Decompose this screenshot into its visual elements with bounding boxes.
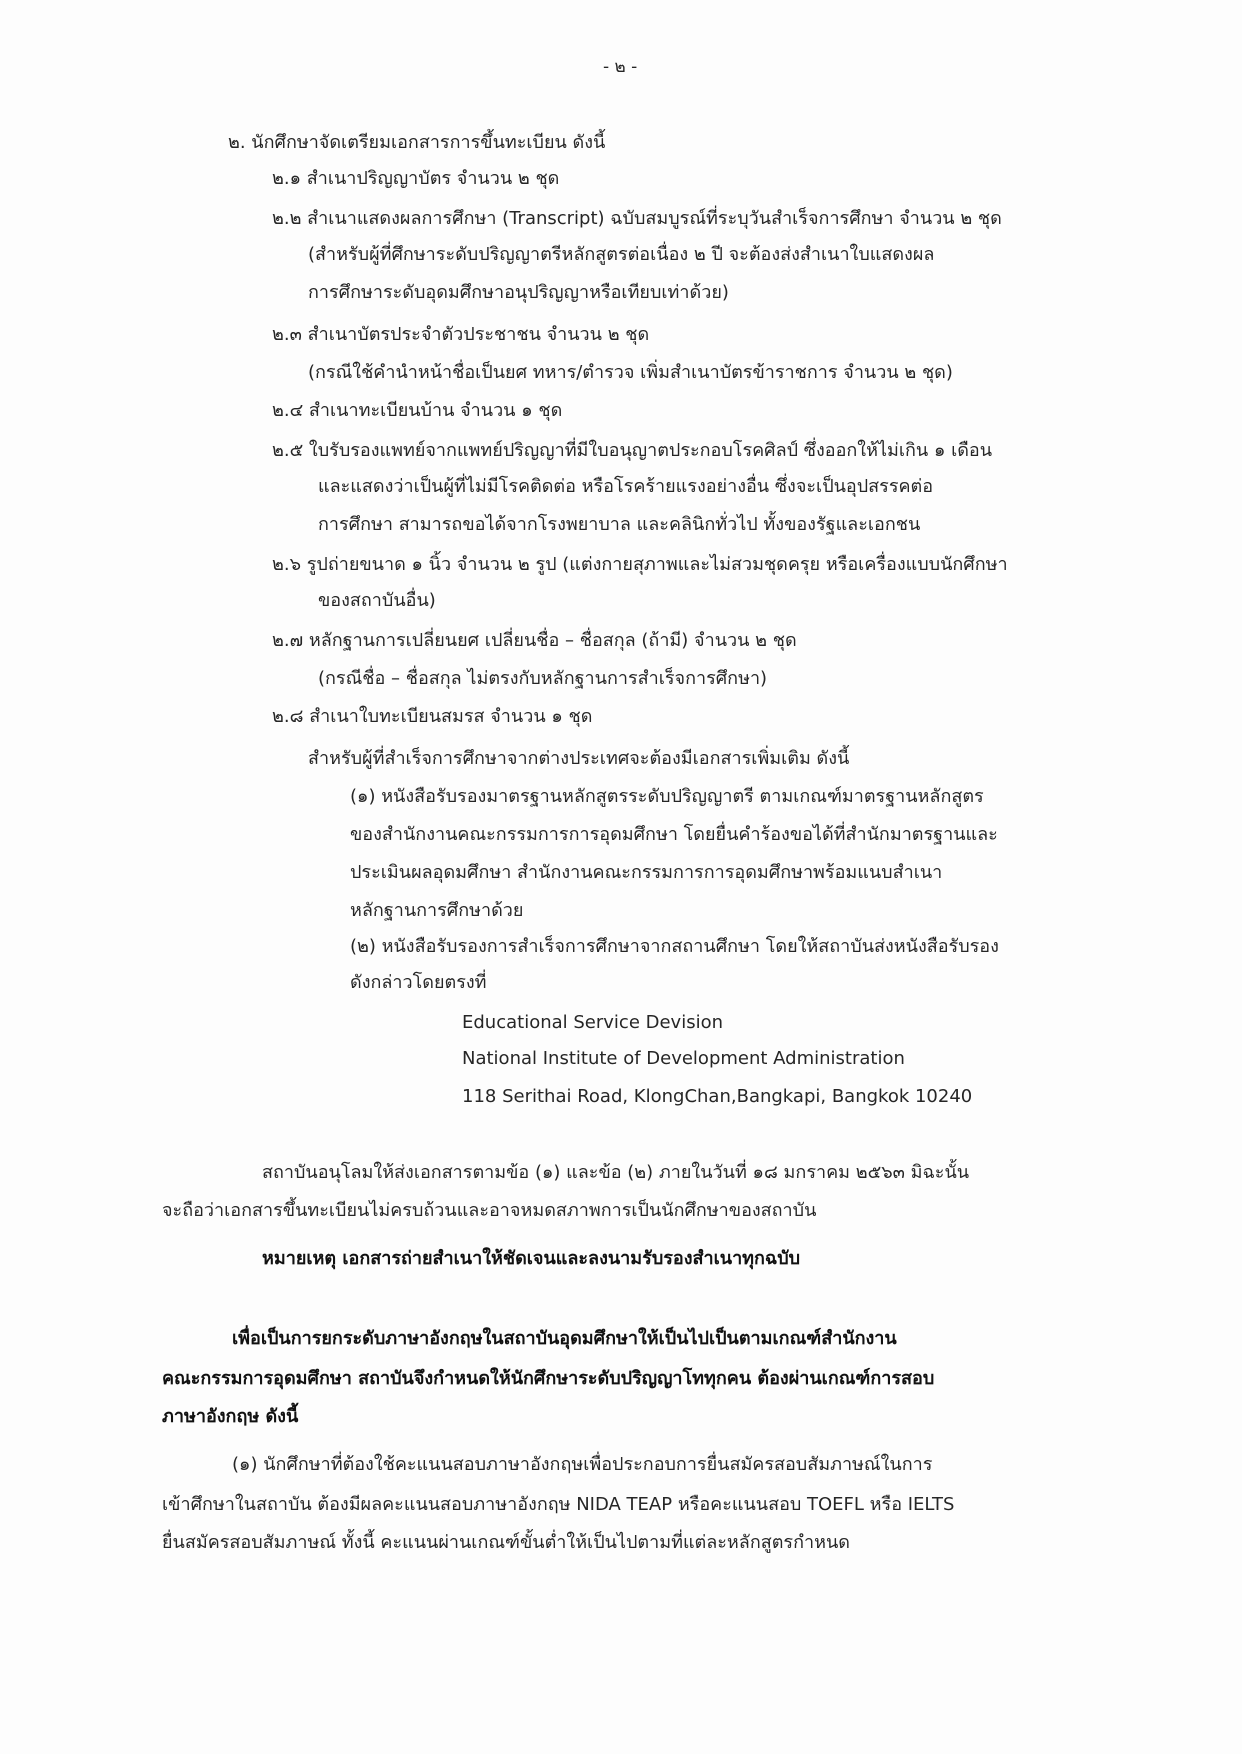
item-2-7-note: (กรณีชื่อ – ชื่อสกุล ไม่ตรงกับหลักฐานการสำเร็จการศึกษา) <box>318 668 768 689</box>
item-2-3-note: (กรณีใช้คำนำหน้าชื่อเป็นยศ ทหาร/ตำรวจ เพิ่มสำเนาบัตรข้าราชการ จำนวน ๒ ชุด) <box>308 362 953 383</box>
deadline-line1: สถาบันอนุโลมให้ส่งเอกสารตามข้อ (๑) และข้อ (๒) ภายในวันที่ ๑๘ มกราคม ๒๕๖๓ มิฉะนั้น <box>262 1162 970 1183</box>
english-item-1-line2: เข้าศึกษาในสถาบัน ต้องมีผลคะแนนสอบภาษาอังกฤษ NIDA TEAP หรือคะแนนสอบ TOEFL หรือ IELTS <box>162 1494 955 1515</box>
item-2-8: ๒.๘ สำเนาใบทะเบียนสมรส จำนวน ๑ ชุด <box>272 706 593 727</box>
item-2-6-line2: ของสถาบันอื่น) <box>318 590 436 611</box>
foreign-item-1-line4: หลักฐานการศึกษาด้วย <box>350 900 524 921</box>
foreign-item-2-line1: (๒) หนังสือรับรองการสำเร็จการศึกษาจากสถานศึกษา โดยให้สถาบันส่งหนังสือรับรอง <box>350 936 999 957</box>
section-2-heading: ๒. นักศึกษาจัดเตรียมเอกสารการขึ้นทะเบียน ดังนี้ <box>228 132 606 153</box>
item-2-4: ๒.๔ สำเนาทะเบียนบ้าน จำนวน ๑ ชุด <box>272 400 563 421</box>
english-item-1-line3: ยื่นสมัครสอบสัมภาษณ์ ทั้งนี้ คะแนนผ่านเกณฑ์ขั้นต่ำให้เป็นไปตามที่แต่ละหลักสูตรกำหนด <box>162 1532 850 1553</box>
address-line3: 118 Serithai Road, KlongChan,Bangkapi, Bangkok 10240 <box>462 1086 973 1107</box>
english-item-1-line1: (๑) นักศึกษาที่ต้องใช้คะแนนสอบภาษาอังกฤษเพื่อประกอบการยื่นสมัครสอบสัมภาษณ์ในการ <box>232 1454 933 1475</box>
deadline-line2: จะถือว่าเอกสารขึ้นทะเบียนไม่ครบถ้วนและอาจหมดสภาพการเป็นนักศึกษาของสถาบัน <box>162 1200 817 1221</box>
page-number: - ๒ - <box>603 57 638 77</box>
foreign-intro: สำหรับผู้ที่สำเร็จการศึกษาจากต่างประเทศจะต้องมีเอกสารเพิ่มเติม ดังนี้ <box>308 748 850 769</box>
item-2-1: ๒.๑ สำเนาปริญญาบัตร จำนวน ๒ ชุด <box>272 168 560 189</box>
remark: หมายเหตุ เอกสารถ่ายสำเนาให้ชัดเจนและลงนามรับรองสำเนาทุกฉบับ <box>262 1248 801 1269</box>
item-2-5-line1: ๒.๕ ใบรับรองแพทย์จากแพทย์ปริญญาที่มีใบอนุญาตประกอบโรคศิลป์ ซึ่งออกให้ไม่เกิน ๑ เดือน <box>272 440 993 461</box>
english-policy-line2: คณะกรรมการอุดมศึกษา สถาบันจึงกำหนดให้นักศึกษาระดับปริญญาโททุกคน ต้องผ่านเกณฑ์การสอบ <box>162 1368 935 1389</box>
foreign-item-1-line3: ประเมินผลอุดมศึกษา สำนักงานคณะกรรมการการอุดมศึกษาพร้อมแนบสำเนา <box>350 862 943 883</box>
address-line1: Educational Service Devision <box>462 1012 723 1033</box>
item-2-5-line2: และแสดงว่าเป็นผู้ที่ไม่มีโรคติดต่อ หรือโรคร้ายแรงอย่างอื่น ซึ่งจะเป็นอุปสรรคต่อ <box>318 476 934 497</box>
foreign-item-2-line2: ดังกล่าวโดยตรงที่ <box>350 972 487 993</box>
item-2-3: ๒.๓ สำเนาบัตรประจำตัวประชาชน จำนวน ๒ ชุด <box>272 324 650 345</box>
english-policy-line1: เพื่อเป็นการยกระดับภาษาอังกฤษในสถาบันอุดมศึกษาให้เป็นไปเป็นตามเกณฑ์สำนักงาน <box>232 1328 897 1349</box>
english-policy-line3: ภาษาอังกฤษ ดังนี้ <box>162 1406 299 1427</box>
foreign-item-1-line1: (๑) หนังสือรับรองมาตรฐานหลักสูตรระดับปริญญาตรี ตามเกณฑ์มาตรฐานหลักสูตร <box>350 786 984 807</box>
item-2-7: ๒.๗ หลักฐานการเปลี่ยนยศ เปลี่ยนชื่อ – ชื่อสกุล (ถ้ามี) จำนวน ๒ ชุด <box>272 630 797 651</box>
item-2-5-line3: การศึกษา สามารถขอได้จากโรงพยาบาล และคลินิกทั่วไป ทั้งของรัฐและเอกชน <box>318 514 921 535</box>
item-2-2-note-line1: (สำหรับผู้ที่ศึกษาระดับปริญญาตรีหลักสูตรต่อเนื่อง ๒ ปี จะต้องส่งสำเนาใบแสดงผล <box>308 244 935 265</box>
item-2-6-line1: ๒.๖ รูปถ่ายขนาด ๑ นิ้ว จำนวน ๒ รูป (แต่งกายสุภาพและไม่สวมชุดครุย หรือเครื่องแบบนักศึกษา <box>272 554 1008 575</box>
item-2-2: ๒.๒ สำเนาแสดงผลการศึกษา (Transcript) ฉบับสมบูรณ์ที่ระบุวันสำเร็จการศึกษา จำนวน ๒ ชุด <box>272 208 1002 229</box>
address-line2: National Institute of Development Administration <box>462 1048 905 1069</box>
item-2-2-note-line2: การศึกษาระดับอุดมศึกษาอนุปริญญาหรือเทียบเท่าด้วย) <box>308 282 729 303</box>
foreign-item-1-line2: ของสำนักงานคณะกรรมการการอุดมศึกษา โดยยื่นคำร้องขอได้ที่สำนักมาตรฐานและ <box>350 824 998 845</box>
